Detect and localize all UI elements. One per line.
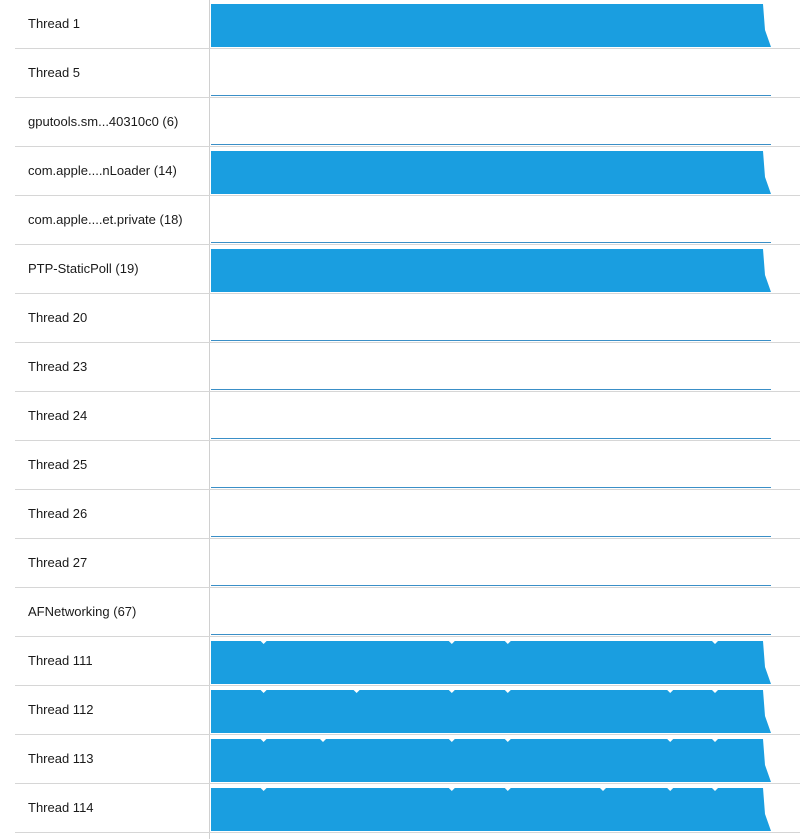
activity-graph xyxy=(210,196,800,244)
thread-row[interactable] xyxy=(0,392,800,441)
thread-row[interactable] xyxy=(0,294,800,343)
thread-row[interactable] xyxy=(0,98,800,147)
activity-graph xyxy=(210,147,800,195)
thread-activity-track[interactable] xyxy=(210,147,800,195)
thread-activity-track[interactable] xyxy=(210,735,800,783)
activity-graph xyxy=(210,0,800,48)
thread-name: Thread 24 xyxy=(28,408,88,423)
thread-activity-track[interactable] xyxy=(210,637,800,685)
thread-row[interactable] xyxy=(0,0,800,49)
thread-row[interactable] xyxy=(0,686,800,735)
thread-activity-track[interactable] xyxy=(210,98,800,146)
activity-area xyxy=(211,249,771,292)
thread-row[interactable] xyxy=(0,784,800,833)
activity-graph xyxy=(210,245,800,293)
thread-row[interactable] xyxy=(0,147,800,196)
thread-activity-track[interactable] xyxy=(210,392,800,440)
thread-row[interactable] xyxy=(0,490,800,539)
thread-activity-track[interactable] xyxy=(210,294,800,342)
thread-row[interactable] xyxy=(0,735,800,784)
activity-area xyxy=(211,690,771,733)
thread-name: Thread 26 xyxy=(28,506,88,521)
thread-name: Thread 113 xyxy=(28,751,94,766)
row-separator xyxy=(15,832,800,833)
thread-row[interactable] xyxy=(0,245,800,294)
thread-activity-track[interactable] xyxy=(210,196,800,244)
activity-graph xyxy=(210,98,800,146)
activity-graph xyxy=(210,343,800,391)
thread-row[interactable] xyxy=(0,49,800,98)
activity-area xyxy=(211,739,771,782)
thread-activity-track[interactable] xyxy=(210,784,800,832)
thread-name: AFNetworking (67) xyxy=(28,604,137,619)
thread-row[interactable] xyxy=(0,343,800,392)
activity-graph xyxy=(210,686,800,734)
thread-row[interactable] xyxy=(0,441,800,490)
activity-area xyxy=(211,151,771,194)
activity-area xyxy=(211,788,771,831)
thread-name: gputools.sm...40310c0 (6) xyxy=(28,114,179,129)
thread-name: Thread 112 xyxy=(28,702,94,717)
thread-name: Thread 1 xyxy=(28,16,81,31)
activity-graph xyxy=(210,637,800,685)
activity-graph xyxy=(210,539,800,587)
thread-name: com.apple....et.private (18) xyxy=(28,212,183,227)
thread-name: Thread 25 xyxy=(28,457,88,472)
thread-activity-track[interactable] xyxy=(210,490,800,538)
activity-graph xyxy=(210,49,800,97)
thread-activity-track[interactable] xyxy=(210,343,800,391)
thread-activity-track[interactable] xyxy=(210,49,800,97)
activity-graph xyxy=(210,294,800,342)
thread-name: Thread 5 xyxy=(28,65,81,80)
thread-activity-track[interactable] xyxy=(210,588,800,636)
thread-activity-track[interactable] xyxy=(210,0,800,48)
activity-graph xyxy=(210,784,800,832)
thread-activity-track[interactable] xyxy=(210,441,800,489)
thread-activity-track[interactable] xyxy=(210,686,800,734)
activity-graph xyxy=(210,392,800,440)
thread-activity-track[interactable] xyxy=(210,539,800,587)
thread-name: com.apple....nLoader (14) xyxy=(28,163,177,178)
thread-row[interactable] xyxy=(0,637,800,686)
thread-row[interactable] xyxy=(0,588,800,637)
activity-graph xyxy=(210,490,800,538)
activity-graph xyxy=(210,735,800,783)
thread-row[interactable] xyxy=(0,539,800,588)
thread-name: Thread 114 xyxy=(28,800,94,815)
thread-name: Thread 27 xyxy=(28,555,88,570)
thread-name: Thread 23 xyxy=(28,359,88,374)
activity-area xyxy=(211,4,771,47)
thread-name: PTP-StaticPoll (19) xyxy=(28,261,139,276)
thread-name: Thread 111 xyxy=(28,653,93,668)
activity-area xyxy=(211,641,771,684)
activity-graph xyxy=(210,588,800,636)
thread-name: Thread 20 xyxy=(28,310,88,325)
activity-graph xyxy=(210,441,800,489)
thread-row[interactable] xyxy=(0,196,800,245)
thread-activity-track[interactable] xyxy=(210,245,800,293)
